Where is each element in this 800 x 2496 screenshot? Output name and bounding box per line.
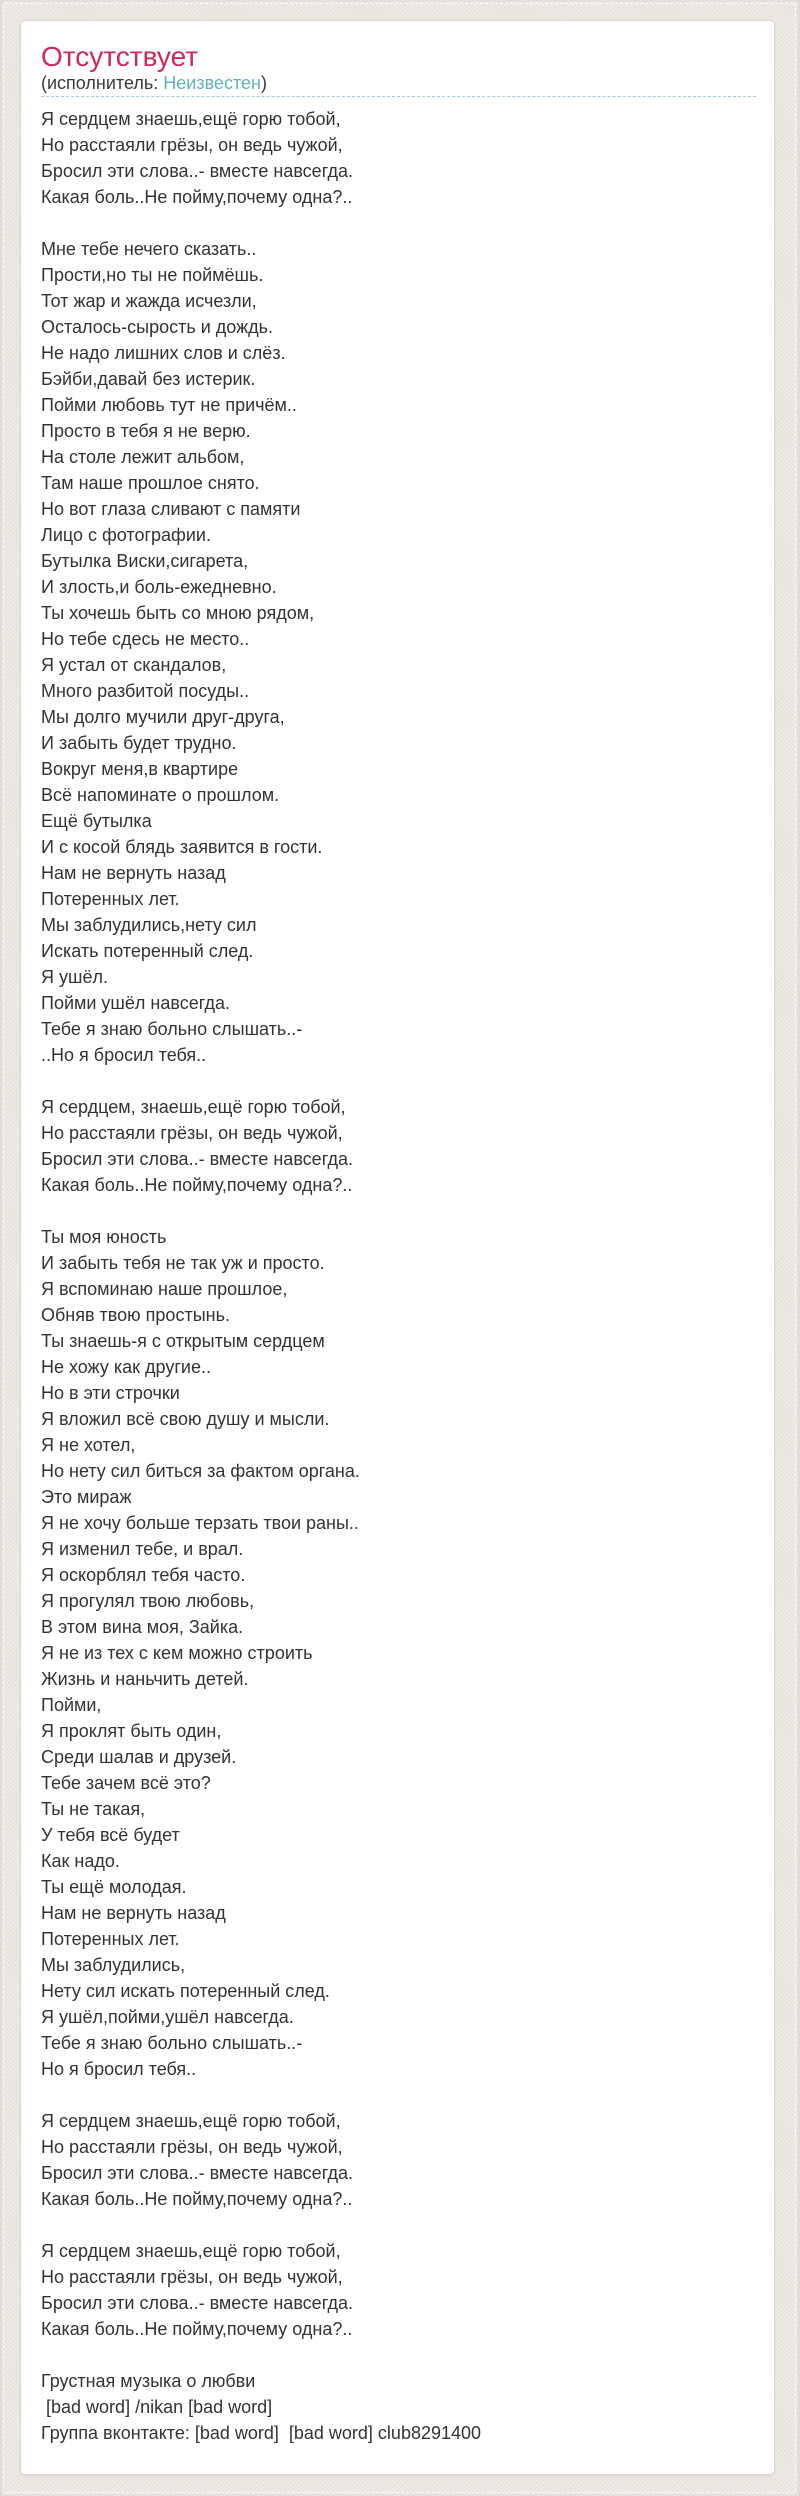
lyric-line: Я ушёл,пойми,ушёл навсегда. — [41, 2007, 294, 2027]
lyric-line: Но нету сил биться за фактом органа. — [41, 1461, 360, 1481]
dotted-separator — [41, 96, 756, 97]
lyric-line: Мы заблудились, — [41, 1955, 186, 1975]
lyrics-card — [20, 20, 775, 2475]
lyric-line: Но расстаяли грёзы, он ведь чужой, — [41, 135, 343, 155]
lyric-line: Не хожу как другие.. — [41, 1357, 211, 1377]
lyric-line: Какая боль..Не пойму,почему одна?.. — [41, 1175, 353, 1195]
lyric-line: Бутылка Виски,сигарета, — [41, 551, 249, 571]
lyric-line: Пойми, — [41, 1695, 102, 1715]
lyric-stanza — [41, 2108, 756, 2212]
lyric-line: Я не из тех с кем можно строить — [41, 1643, 313, 1663]
lyric-line: [bad word] /nikan [bad word] — [41, 2397, 273, 2417]
lyric-line: Мне тебе нечего сказать.. — [41, 239, 257, 259]
lyric-line: Но вот глаза сливают с памяти — [41, 499, 301, 519]
lyric-line: Лицо с фотографии. — [41, 525, 211, 545]
lyric-line: Пойми любовь тут не причём.. — [41, 395, 297, 415]
lyric-line: Я вложил всё свою душу и мысли. — [41, 1409, 330, 1429]
lyric-line: Я изменил тебе, и врал. — [41, 1539, 244, 1559]
lyric-line: Жизнь и наньчить детей. — [41, 1669, 249, 1689]
lyric-line: Я не хотел, — [41, 1435, 136, 1455]
lyric-stanza — [41, 1224, 756, 2082]
artist-link[interactable]: Неизвестен — [163, 73, 261, 93]
lyric-line: Бросил эти слова..- вместе навсегда. — [41, 1149, 353, 1169]
lyric-line: Бросил эти слова..- вместе навсегда. — [41, 2163, 353, 2183]
lyric-line: ..Но я бросил тебя.. — [41, 1045, 207, 1065]
lyric-line: Но расстаяли грёзы, он ведь чужой, — [41, 2137, 343, 2157]
lyric-line: Но расстаяли грёзы, он ведь чужой, — [41, 2267, 343, 2287]
lyric-line: Тебе я знаю больно слышать..- — [41, 2033, 303, 2053]
lyric-line: И с косой блядь заявится в гости. — [41, 837, 323, 857]
lyric-line: Это мираж — [41, 1487, 132, 1507]
lyric-line: Какая боль..Не пойму,почему одна?.. — [41, 2189, 353, 2209]
lyric-line: Но я бросил тебя.. — [41, 2059, 197, 2079]
lyric-line: Прости,но ты не поймёшь. — [41, 265, 264, 285]
lyric-line: Бэйби,давай без истерик. — [41, 369, 256, 389]
song-title: Отсутствует — [41, 41, 199, 72]
lyric-stanza — [41, 106, 756, 210]
lyrics-text — [41, 106, 756, 2446]
lyric-line: Я устал от скандалов, — [41, 655, 227, 675]
lyric-line: Осталось-сырость и дождь. — [41, 317, 274, 337]
lyric-line: Ещё бутылка — [41, 811, 152, 831]
lyric-line: Мы долго мучили друг-друга, — [41, 707, 285, 727]
lyric-line: Обняв твою простынь. — [41, 1305, 230, 1325]
lyric-line: И забыть будет трудно. — [41, 733, 237, 753]
lyric-line: Я вспоминаю наше прошлое, — [41, 1279, 288, 1299]
lyric-line: Тебе зачем всё это? — [41, 1773, 211, 1793]
lyric-line: Я прогулял твою любовь, — [41, 1591, 255, 1611]
lyric-line: Группа вконтакте: [bad word] [bad word] club8291400 — [41, 2423, 482, 2443]
lyric-line: Не надо лишних слов и слёз. — [41, 343, 286, 363]
lyric-line: Я оскорблял тебя часто. — [41, 1565, 246, 1585]
artist-label-prefix: (исполнитель: — [41, 73, 164, 93]
lyric-line: Там наше прошлое снято. — [41, 473, 260, 493]
lyric-line: Как надо. — [41, 1851, 120, 1871]
lyric-line: Я сердцем знаешь,ещё горю тобой, — [41, 2241, 341, 2261]
lyric-line: Ты ещё молодая. — [41, 1877, 187, 1897]
lyric-stanza — [41, 236, 756, 1068]
lyric-line: Грустная музыка о любви — [41, 2371, 256, 2391]
lyric-line: Много разбитой посуды.. — [41, 681, 250, 701]
lyric-line: В этом вина моя, Зайка. — [41, 1617, 244, 1637]
lyric-line: На столе лежит альбом, — [41, 447, 245, 467]
lyric-stanza — [41, 2238, 756, 2342]
lyric-line: Я сердцем, знаешь,ещё горю тобой, — [41, 1097, 346, 1117]
lyric-line: Пойми ушёл навсегда. — [41, 993, 230, 1013]
lyric-line: И забыть тебя не так уж и просто. — [41, 1253, 325, 1273]
lyric-line: Ты моя юность — [41, 1227, 167, 1247]
lyric-line: Вокруг меня,в квартире — [41, 759, 239, 779]
lyric-line: Потеренных лет. — [41, 889, 180, 909]
lyric-line: Я сердцем знаешь,ещё горю тобой, — [41, 2111, 341, 2131]
lyric-line: Нету сил искать потеренный след. — [41, 1981, 330, 2001]
lyric-line: Всё напоминате о прошлом. — [41, 785, 280, 805]
lyric-line: И злость,и боль-ежедневно. — [41, 577, 277, 597]
lyric-line: Нам не вернуть назад — [41, 1903, 226, 1923]
lyric-line: Мы заблудились,нету сил — [41, 915, 257, 935]
lyric-line: Тебе я знаю больно слышать..- — [41, 1019, 303, 1039]
lyric-line: Искать потеренный след. — [41, 941, 254, 961]
artist-line — [41, 73, 756, 93]
lyric-line: Ты знаешь-я с открытым сердцем — [41, 1331, 325, 1351]
lyric-line: Какая боль..Не пойму,почему одна?.. — [41, 187, 353, 207]
artist-label-suffix: ) — [260, 73, 267, 93]
lyric-line: Потеренных лет. — [41, 1929, 180, 1949]
lyric-line: Бросил эти слова..- вместе навсегда. — [41, 2293, 353, 2313]
lyric-line: У тебя всё будет — [41, 1825, 180, 1845]
lyric-line: Я проклят быть один, — [41, 1721, 222, 1741]
lyric-line: Ты хочешь быть со мною рядом, — [41, 603, 315, 623]
lyric-line: Тот жар и жажда исчезли, — [41, 291, 257, 311]
lyric-line: Я ушёл. — [41, 967, 108, 987]
lyric-line: Какая боль..Не пойму,почему одна?.. — [41, 2319, 353, 2339]
lyric-line: Я не хочу больше терзать твои раны.. — [41, 1513, 359, 1533]
lyric-line: Но расстаяли грёзы, он ведь чужой, — [41, 1123, 343, 1143]
lyric-line: Я сердцем знаешь,ещё горю тобой, — [41, 109, 341, 129]
lyric-line: Просто в тебя я не верю. — [41, 421, 251, 441]
lyric-line: Но тебе сдесь не место.. — [41, 629, 250, 649]
lyric-line: Но в эти строчки — [41, 1383, 180, 1403]
lyric-line: Нам не вернуть назад — [41, 863, 226, 883]
lyric-stanza — [41, 2368, 756, 2446]
lyric-line: Бросил эти слова..- вместе навсегда. — [41, 161, 353, 181]
lyric-line: Среди шалав и друзей. — [41, 1747, 237, 1767]
lyric-line: Ты не такая, — [41, 1799, 146, 1819]
lyric-stanza — [41, 1094, 756, 1198]
